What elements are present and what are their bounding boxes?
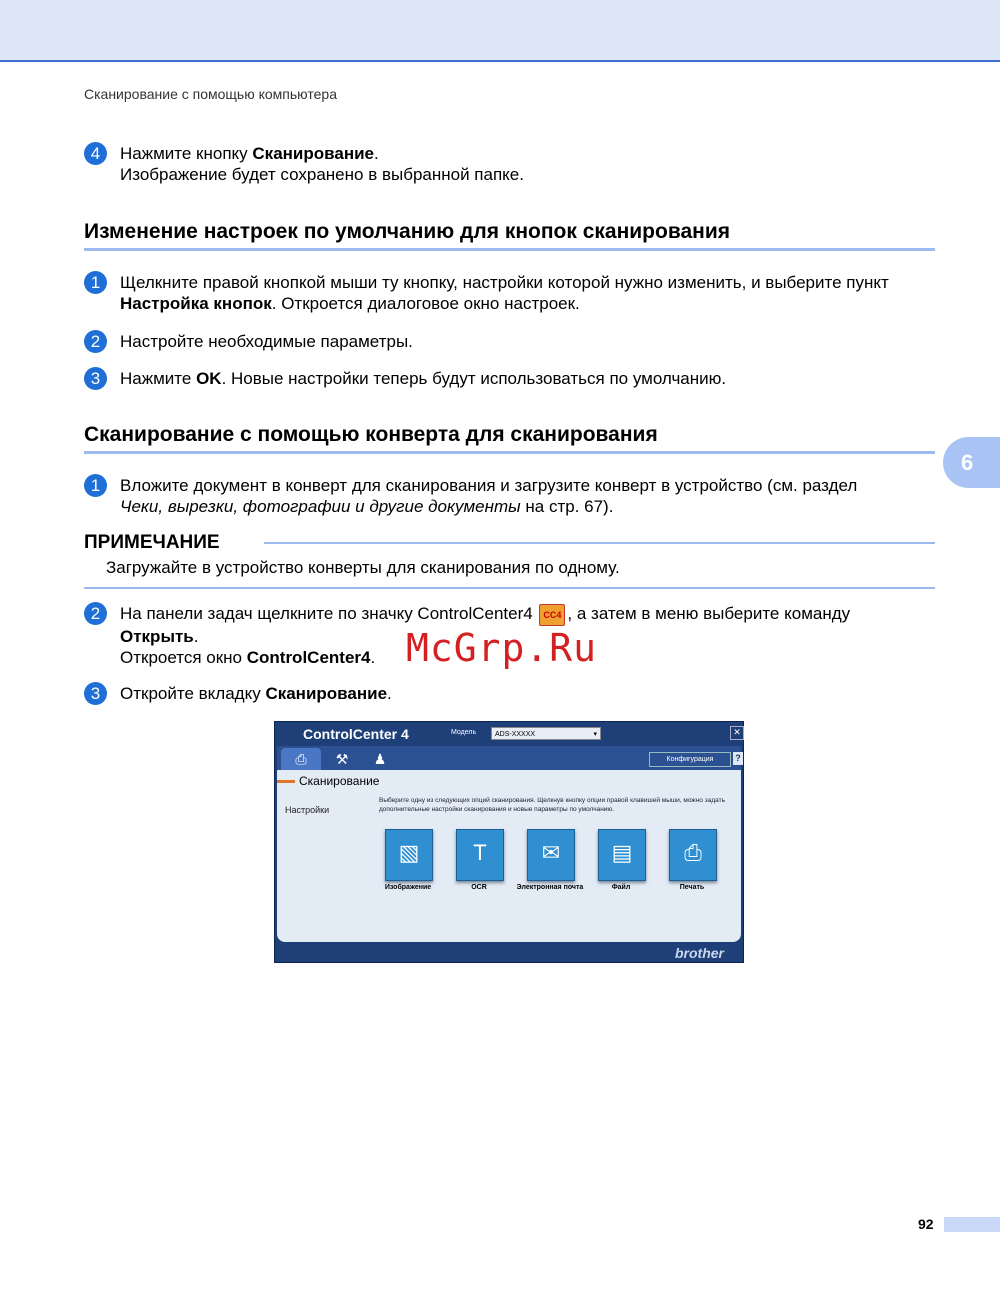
step-number: 2 bbox=[84, 602, 107, 625]
pane-marker bbox=[277, 780, 295, 783]
controlcenter4-window bbox=[274, 721, 744, 963]
person-icon: ♟ bbox=[373, 751, 387, 767]
step-text: Щелкните правой кнопкой мыши ту кнопку, настройки которой нужно изменить, и выберите пункт bbox=[120, 273, 889, 292]
section-title: Изменение настроек по умолчанию для кнопок сканирования bbox=[84, 220, 730, 243]
pane-title: Сканирование bbox=[299, 774, 380, 788]
step-text: . bbox=[370, 647, 376, 667]
step-text: . bbox=[193, 626, 199, 646]
step-text: на стр. 67). bbox=[520, 497, 614, 516]
model-value: ADS-XXXXX bbox=[495, 731, 536, 738]
step-number: 1 bbox=[84, 474, 107, 497]
section-rule bbox=[84, 451, 935, 454]
scan-ocr-button[interactable] bbox=[456, 829, 504, 881]
step-number: 1 bbox=[84, 271, 107, 294]
ocr-icon: T bbox=[473, 840, 487, 865]
step-text: . Откроется диалоговое окно настроек. bbox=[271, 294, 580, 313]
chevron-down-icon: ▾ bbox=[593, 731, 597, 738]
page-number-bar bbox=[944, 1217, 1000, 1232]
scanner-icon: ⎙ bbox=[295, 751, 307, 767]
image-icon: ▧ bbox=[398, 840, 420, 865]
step-bold-text: Сканирование bbox=[252, 144, 374, 163]
step-text: Нажмите кнопку bbox=[120, 144, 253, 163]
step-text: Откроется окно bbox=[120, 647, 247, 667]
step-bold-text: Открыть bbox=[120, 626, 194, 646]
tile-label: OCR bbox=[471, 884, 487, 891]
email-icon: ✉ bbox=[541, 840, 561, 865]
tab-scan[interactable] bbox=[281, 748, 321, 770]
step-text: Откройте вкладку bbox=[120, 684, 266, 703]
scan-pane bbox=[277, 770, 741, 942]
model-select[interactable] bbox=[491, 727, 601, 740]
window-title: ControlCenter 4 bbox=[303, 726, 409, 742]
step-text: Изображение будет сохранено в выбранной папке. bbox=[120, 165, 524, 184]
section-rule bbox=[84, 248, 935, 251]
tile-label: Электронная почта bbox=[516, 884, 584, 891]
step-bold-text: OK bbox=[196, 369, 222, 388]
note-rule bbox=[264, 542, 935, 544]
step-bold-text: ControlCenter4 bbox=[246, 647, 371, 667]
section-title: Сканирование с помощью конверта для сканирования bbox=[84, 423, 658, 446]
note-rule bbox=[84, 587, 935, 589]
step-bold-text: Настройка кнопок bbox=[120, 294, 272, 313]
cross-reference: Чеки, вырезки, фотографии и другие документы bbox=[120, 497, 521, 516]
step-bold-text: Сканирование bbox=[265, 684, 388, 703]
close-button[interactable]: ✕ bbox=[730, 726, 744, 740]
controlcenter4-icon: CC4 bbox=[539, 604, 565, 626]
note-text: Загружайте в устройство конверты для сканирования по одному. bbox=[106, 558, 620, 577]
tile-label: Изображение bbox=[384, 884, 432, 891]
step-text: Вложите документ в конверт для сканирования и загрузите конверт в устройство (см. раздел bbox=[120, 476, 858, 495]
configuration-button[interactable]: Конфигурация bbox=[649, 752, 731, 767]
tile-label: Печать bbox=[679, 884, 705, 891]
file-folder-icon: ▤ bbox=[611, 840, 633, 865]
tab-bar bbox=[277, 746, 741, 770]
note-title: ПРИМЕЧАНИЕ bbox=[84, 532, 220, 553]
scan-email-button[interactable] bbox=[527, 829, 575, 881]
step-text: На панели задач щелкните по значку ControlCenter4 bbox=[120, 604, 538, 623]
step-text: . bbox=[374, 144, 379, 163]
help-button[interactable]: ? bbox=[733, 752, 743, 765]
step-number: 2 bbox=[84, 330, 107, 353]
tile-label: Файл bbox=[611, 884, 631, 891]
pane-description: Выберите одну из следующих опций сканирования. Щелкнув кнопку опции правой клавишей мыши, можно задать дополнительные настройки сканирования и новые параметры по умолчанию. bbox=[379, 797, 725, 813]
chapter-tab: 6 bbox=[943, 437, 1000, 488]
side-item-settings[interactable]: Настройки bbox=[285, 805, 330, 815]
top-band bbox=[0, 0, 1000, 62]
step-number: 3 bbox=[84, 367, 107, 390]
brand-logo: brother bbox=[675, 945, 724, 961]
scan-image-button[interactable] bbox=[385, 829, 433, 881]
step-text: . bbox=[387, 684, 392, 703]
step-number: 4 bbox=[84, 142, 107, 165]
step-number: 3 bbox=[84, 682, 107, 705]
step-text: . Новые настройки теперь будут использоваться по умолчанию. bbox=[221, 369, 727, 388]
step-text: Настройте необходимые параметры. bbox=[120, 332, 413, 351]
print-icon: ⎙ bbox=[684, 840, 702, 865]
running-head: Сканирование с помощью компьютера bbox=[84, 86, 337, 102]
watermark: McGrp.Ru bbox=[406, 626, 598, 670]
scan-print-button[interactable] bbox=[669, 829, 717, 881]
tab-support[interactable] bbox=[365, 748, 395, 770]
step-text: , а затем в меню выберите команду bbox=[567, 604, 851, 623]
step-text: Нажмите bbox=[120, 369, 197, 388]
scan-file-button[interactable] bbox=[598, 829, 646, 881]
page-number: 92 bbox=[918, 1216, 934, 1232]
tools-icon: ⚒ bbox=[335, 751, 349, 767]
model-label: Модель bbox=[451, 729, 477, 736]
tab-settings[interactable] bbox=[327, 748, 357, 770]
